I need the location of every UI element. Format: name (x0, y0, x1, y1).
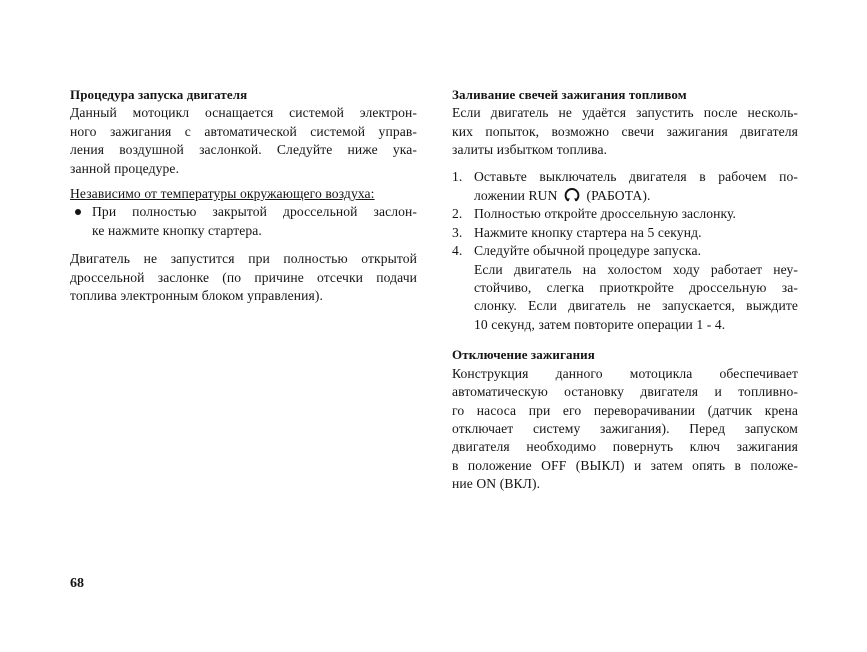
section-title-ignition-shutdown: Отключение зажигания (452, 347, 595, 363)
text-line: отключает систему зажигания). Перед запуском (452, 420, 798, 436)
text-line: Полностью откройте дроссельную заслонку. (474, 206, 737, 222)
list-item (452, 205, 798, 223)
list-item (452, 224, 798, 242)
text-line: автоматическую остановку двигателя и топливно- (452, 384, 798, 400)
throttle-note (70, 250, 417, 305)
text-fragment: ложении RUN (474, 188, 558, 204)
text-line: занной процедуре. (70, 160, 180, 176)
text-line: Если двигатель не удаётся запустить после несколь- (452, 105, 798, 121)
section-title-engine-start: Процедура запуска двигателя (70, 87, 248, 102)
list-item (452, 242, 798, 334)
text-line: При полностью закрытой дроссельной заслон- (92, 204, 417, 220)
temperature-subheading: Независимо от температуры окружающего воздуха: (70, 186, 375, 202)
list-item (452, 168, 798, 206)
text-line: ного зажигания с автоматической системой управ- (70, 123, 417, 139)
text-line: в положение OFF (ВЫКЛ) и затем опять в положе- (452, 457, 798, 473)
bullet-icon (70, 203, 92, 240)
section-title-spark-plug-flooding: Заливание свечей зажигания топливом (452, 87, 687, 102)
text-line: ких попыток, возможно свечи зажигания двигателя (452, 123, 798, 139)
text-line: Конструкция данного мотоцикла обеспечивает (452, 365, 798, 381)
text-line: Оставьте выключатель двигателя в рабочем по- (474, 168, 798, 184)
text-line: Двигатель не запустится при полностью открытой (70, 251, 417, 267)
step-number: 1. (452, 168, 463, 184)
text-line: слонку. Если двигатель не запускается, выждите (474, 298, 798, 314)
text-line: 10 секунд, затем повторите операции 1 - 4. (474, 316, 726, 332)
text-line: двигателя необходимо повернуть ключ зажигания (452, 439, 798, 455)
text-line: Следуйте обычной процедуре запуска. (474, 243, 702, 259)
step-number: 3. (452, 224, 463, 240)
engine-start-intro (70, 104, 417, 178)
text-line: ке нажмите кнопку стартера. (92, 222, 262, 238)
run-switch-icon (563, 186, 581, 204)
text-fragment: (РАБОТА). (586, 188, 651, 204)
step-number: 4. (452, 243, 463, 259)
shutdown-text (452, 365, 798, 494)
text-line: топлива электронным блоком управления). (70, 288, 323, 304)
step-number: 2. (452, 206, 463, 222)
page-number: 68 (70, 576, 84, 591)
text-line: ние ON (ВКЛ). (452, 476, 541, 492)
text-line: Нажмите кнопку стартера на 5 секунд. (474, 224, 702, 240)
text-line: Если двигатель на холостом ходу работает неу- (474, 261, 798, 277)
list-item (70, 203, 417, 240)
text-line: ления воздушной заслонкой. Следуйте ниже ука- (70, 142, 417, 158)
left-column (70, 86, 417, 305)
text-line: стойчиво, слегка приоткройте дроссельную за- (474, 280, 798, 296)
text-line: залиты избытком топлива. (452, 142, 608, 158)
text-line: Данный мотоцикл оснащается системой электрон- (70, 105, 417, 121)
right-column (452, 86, 798, 494)
text-line: дроссельной заслонке (по причине отсечки подачи (70, 269, 417, 285)
text-line: го насоса при его переворачивании (датчик крена (452, 402, 798, 418)
flooding-intro (452, 104, 798, 159)
